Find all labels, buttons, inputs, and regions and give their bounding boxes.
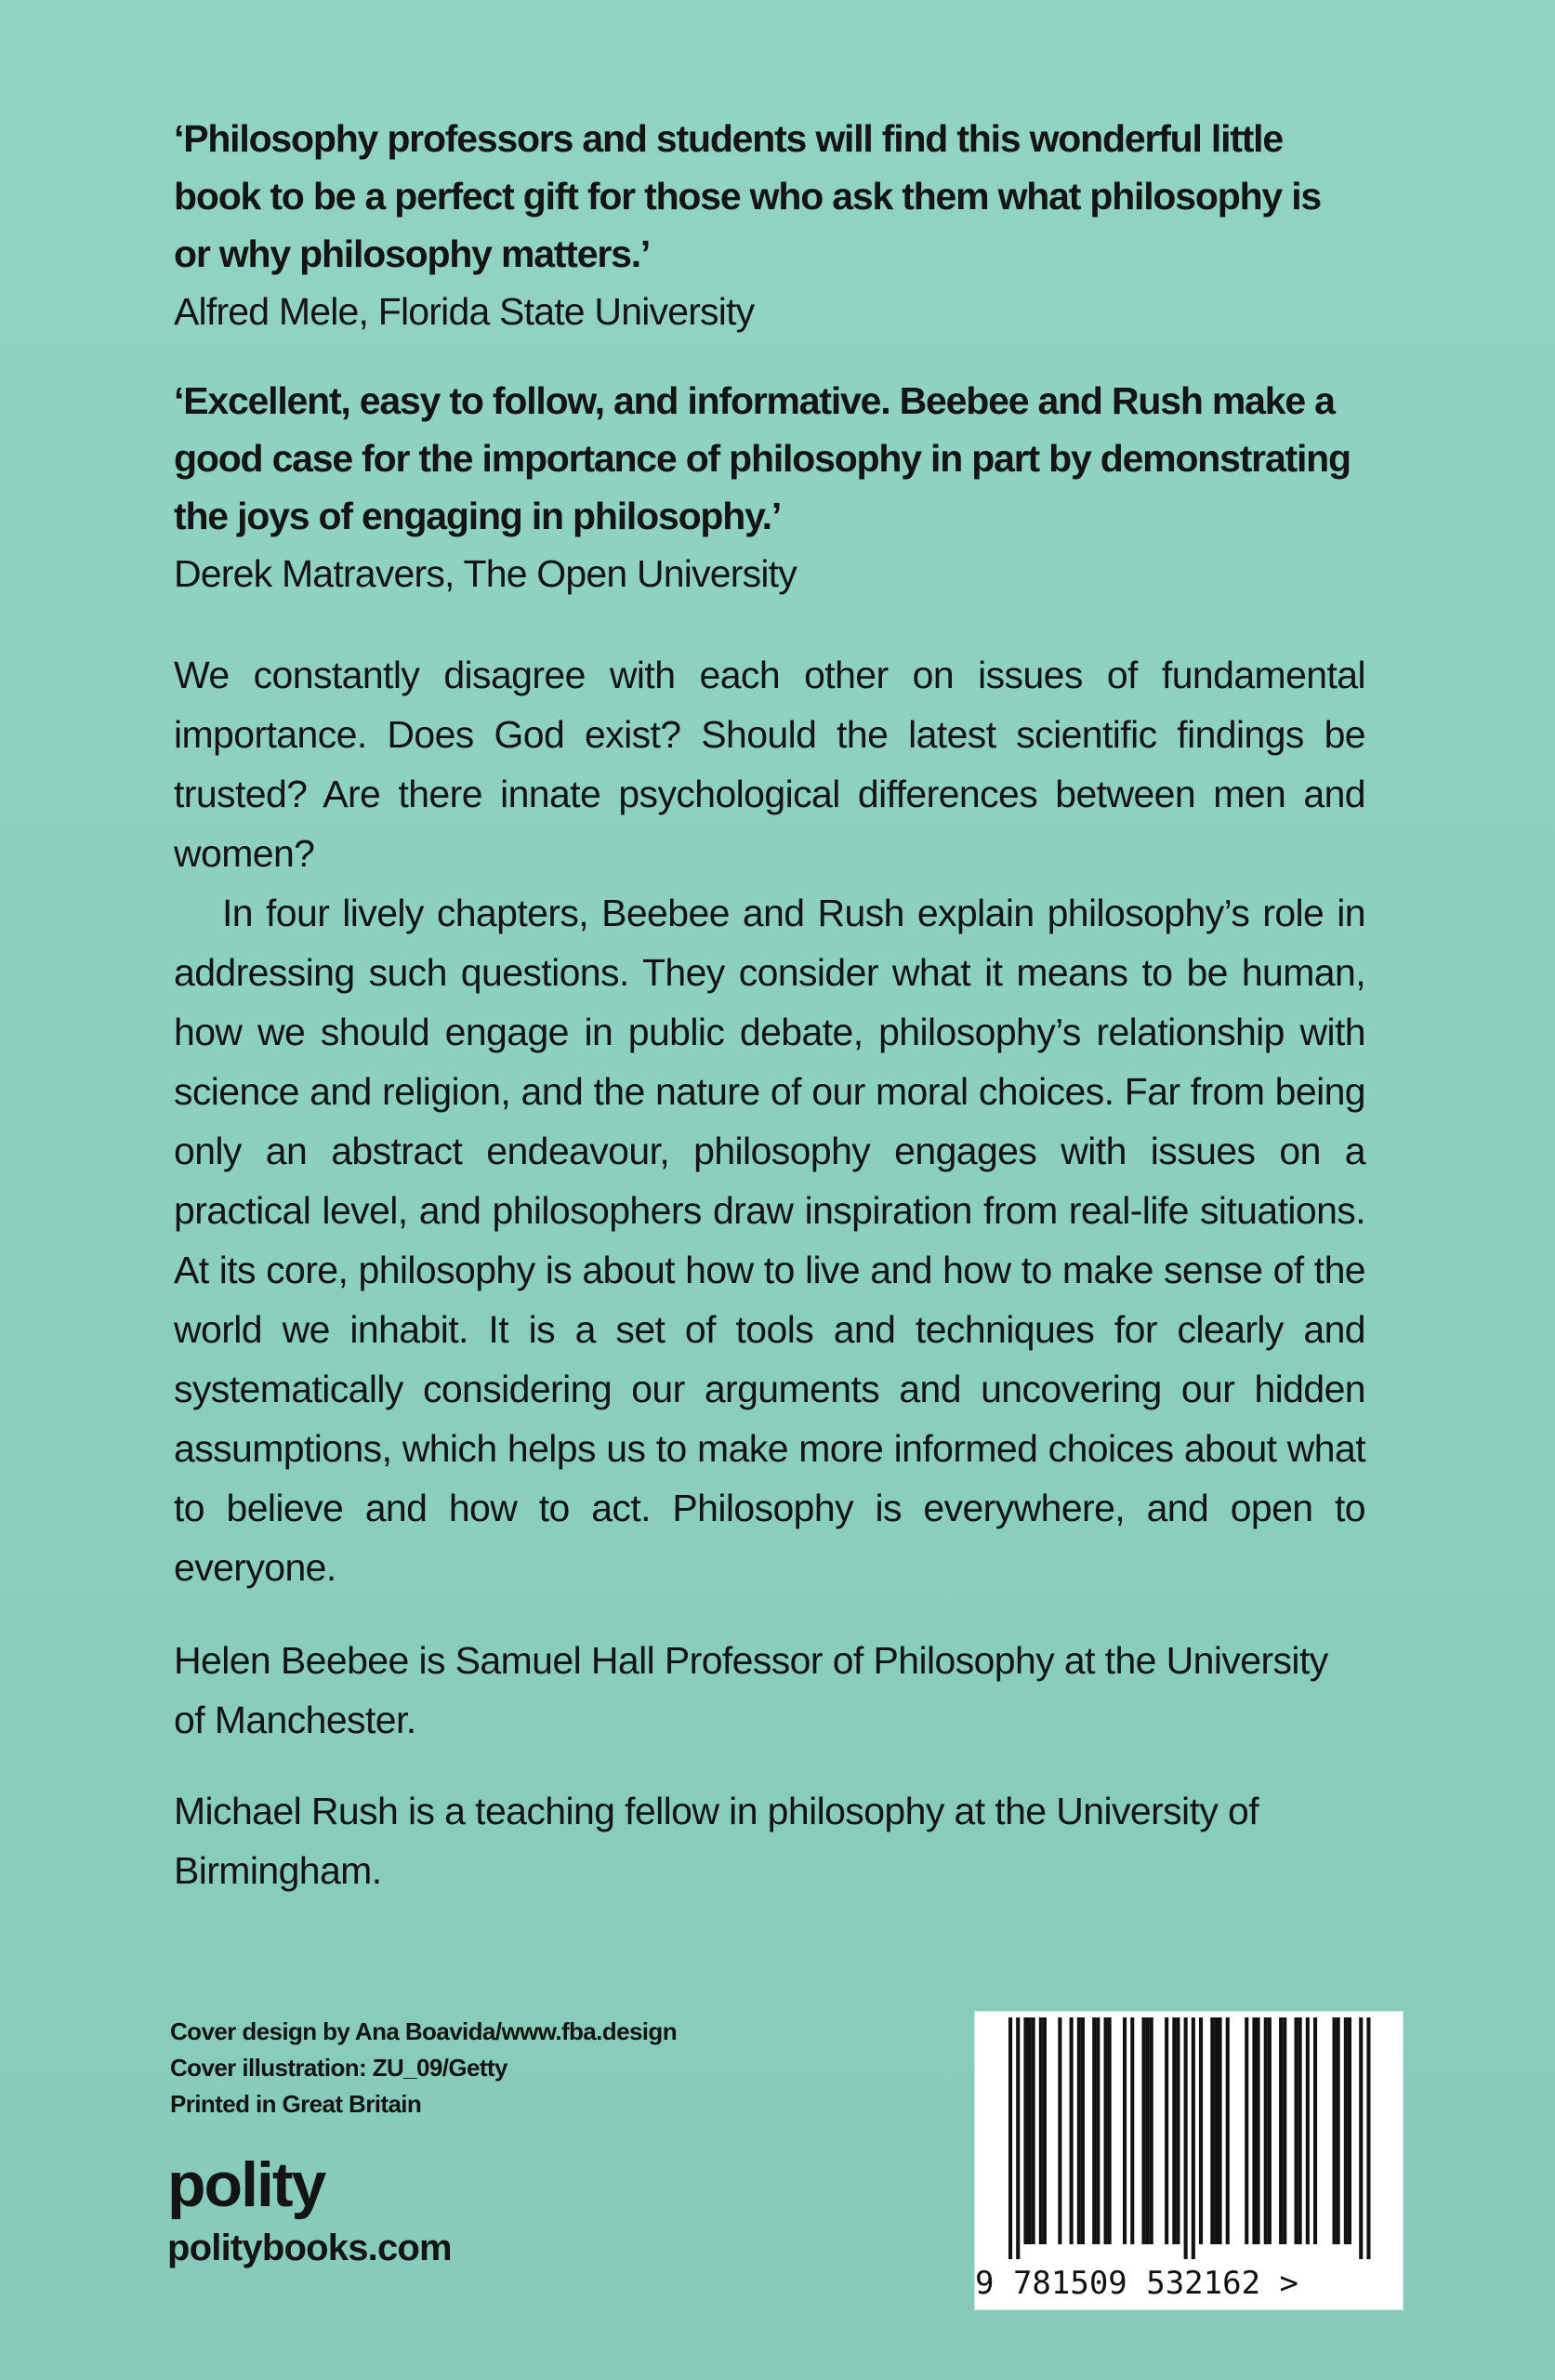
publisher-url: politybooks.com bbox=[167, 2228, 452, 2268]
barcode-bar bbox=[1092, 2017, 1096, 2244]
barcode-bar bbox=[1226, 2017, 1230, 2244]
author-bio-rush: Michael Rush is a teaching fellow in philosophy at the University of Birmingham. bbox=[174, 1790, 1259, 1892]
barcode-bar bbox=[1295, 2017, 1298, 2244]
review-quote-1 bbox=[174, 110, 1365, 340]
cover-credits bbox=[170, 2014, 677, 2122]
review-quote-2 bbox=[174, 372, 1365, 602]
barcode-bar bbox=[1150, 2017, 1153, 2244]
barcode-bar bbox=[1081, 2017, 1085, 2244]
publisher-logo: polity bbox=[167, 2149, 325, 2220]
printed-in-credit: Printed in Great Britain bbox=[170, 2090, 422, 2118]
barcode-bar bbox=[1130, 2017, 1134, 2244]
barcode-bar bbox=[1032, 2017, 1035, 2244]
barcode-bar bbox=[1023, 2017, 1027, 2244]
barcode-bar bbox=[1039, 2017, 1043, 2244]
author-bio-beebee: Helen Beebee is Samuel Hall Professor of Philosophy at the University of Manchester. bbox=[174, 1639, 1328, 1741]
barcode-bar bbox=[1219, 2017, 1222, 2244]
description-paragraph-2: In four lively chapters, Beebee and Rush explain philosophy’s role in addressing such questions. They consider what it means to be human, how we should engage in public debate, philosophy’s relationship with science and religion, and the nature of our moral choices. Far from being only an abstract endeavour, philosophy engages with issues on a practical level, and philosophers draw inspiration from real-life situations. At its core, philosophy is about how to live and how to make sense of the world we inhabit. It is a set of tools and techniques for clearly and systematically considering our arguments and uncovering our hidden assumptions, which helps us to make more informed choices about what to believe and how to act. Philosophy is everywhere, and open to everyone. bbox=[174, 892, 1365, 1589]
barcode-bar bbox=[1257, 2017, 1260, 2244]
barcode-bar bbox=[1172, 2017, 1176, 2244]
barcode-bar bbox=[1344, 2017, 1348, 2244]
barcode-bars bbox=[975, 2012, 1403, 2265]
barcode-bar bbox=[1306, 2017, 1310, 2244]
barcode-bar bbox=[1245, 2017, 1248, 2244]
barcode-bar bbox=[1283, 2017, 1286, 2244]
barcode-bar bbox=[1359, 2017, 1363, 2259]
barcode-bar bbox=[1184, 2017, 1188, 2259]
barcode-bar bbox=[1192, 2017, 1195, 2259]
barcode-bar bbox=[1104, 2017, 1108, 2244]
isbn-number: 9 781509 532162 > bbox=[975, 2265, 1298, 2302]
review-quote-text: ‘Philosophy professors and students will find this wonderful little book to be a perfect gift for those who ask them what philosophy is or why philosophy matters.’ bbox=[174, 117, 1322, 275]
barcode-bar bbox=[1165, 2017, 1168, 2244]
barcode-bar bbox=[1366, 2017, 1370, 2259]
isbn-barcode bbox=[974, 2011, 1403, 2310]
barcode-bar bbox=[1096, 2017, 1100, 2244]
cover-design-credit: Cover design by Ana Boavida/www.fba.design bbox=[170, 2017, 677, 2045]
barcode-bar bbox=[1176, 2017, 1179, 2244]
barcode-bar bbox=[1279, 2017, 1283, 2244]
barcode-bar bbox=[1268, 2017, 1272, 2244]
barcode-bar bbox=[1298, 2017, 1302, 2244]
publisher-block bbox=[167, 2148, 452, 2274]
barcode-bar bbox=[1210, 2017, 1214, 2244]
barcode-bar bbox=[1108, 2017, 1112, 2244]
barcode-bar bbox=[1016, 2017, 1020, 2259]
barcode-bar bbox=[1348, 2017, 1351, 2244]
barcode-bar bbox=[1313, 2017, 1317, 2244]
barcode-bar bbox=[1028, 2017, 1032, 2244]
cover-illustration-credit: Cover illustration: ZU_09/Getty bbox=[170, 2054, 507, 2082]
description-paragraph-1: We constantly disagree with each other on issues of fundamental importance. Does God exist? Should the latest scientific findings be trusted? Are there innate psychological differences between men and women? bbox=[174, 654, 1365, 875]
barcode-bar bbox=[1077, 2017, 1081, 2244]
barcode-bar bbox=[1214, 2017, 1218, 2244]
barcode-bar bbox=[1008, 2017, 1012, 2259]
barcode-bar bbox=[1199, 2017, 1203, 2244]
review-attribution: Derek Matravers, The Open University bbox=[174, 552, 797, 595]
barcode-bar bbox=[1070, 2017, 1074, 2244]
book-description bbox=[174, 645, 1365, 1597]
barcode-bar bbox=[1252, 2017, 1256, 2244]
barcode-bar bbox=[1058, 2017, 1061, 2244]
review-quote-text: ‘Excellent, easy to follow, and informative. Beebee and Rush make a good case for the importance of philosophy in part by demonstrating the joys of engaging in philosophy.’ bbox=[174, 379, 1351, 537]
barcode-bar bbox=[1142, 2017, 1146, 2244]
barcode-bar bbox=[1333, 2017, 1337, 2244]
barcode-bar bbox=[1146, 2017, 1150, 2244]
barcode-bar bbox=[1337, 2017, 1340, 2244]
barcode-bar bbox=[1043, 2017, 1047, 2244]
barcode-bar bbox=[1123, 2017, 1127, 2244]
review-attribution: Alfred Mele, Florida State University bbox=[174, 290, 755, 333]
cover-text bbox=[174, 110, 1365, 1900]
author-bios bbox=[174, 1631, 1365, 1900]
barcode-bar bbox=[1264, 2017, 1268, 2244]
